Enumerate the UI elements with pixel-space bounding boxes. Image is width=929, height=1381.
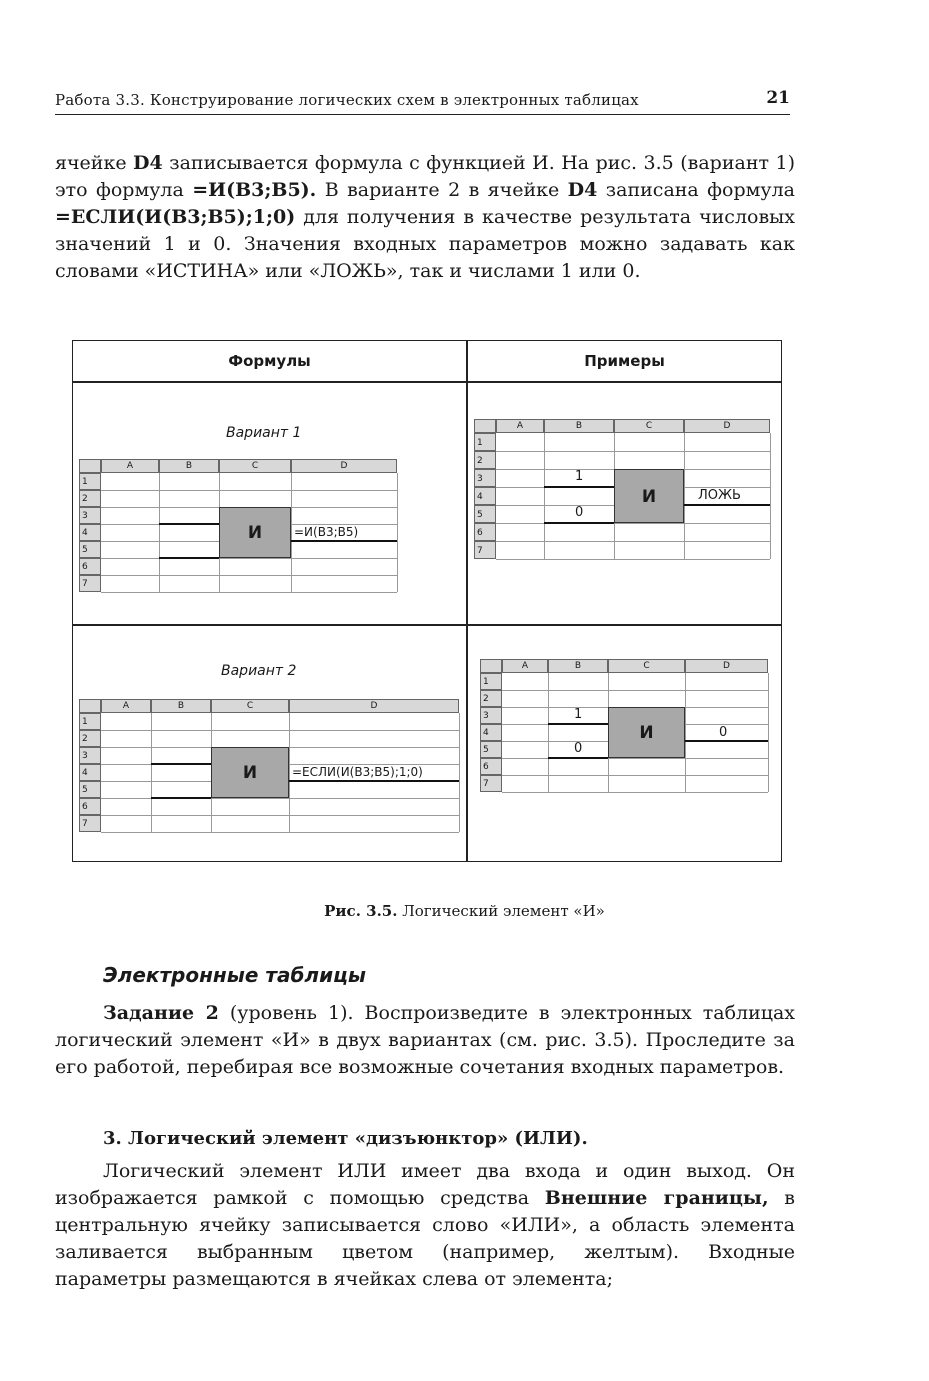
spreadsheet-variant2 bbox=[79, 699, 463, 837]
bold-run: D4 bbox=[567, 179, 598, 201]
and-gate: И bbox=[219, 507, 291, 558]
row-header-1: 1 bbox=[474, 433, 496, 451]
grid-line bbox=[496, 523, 770, 524]
and-gate: И bbox=[211, 747, 289, 798]
grid-line bbox=[548, 673, 549, 792]
input-wire bbox=[151, 797, 211, 799]
input-value-b3: 1 bbox=[575, 469, 584, 484]
row-header-3: 3 bbox=[79, 747, 101, 764]
row-header-6: 6 bbox=[474, 523, 496, 541]
column-header-b: B bbox=[544, 419, 614, 433]
variant1-label: Вариант 1 bbox=[226, 425, 302, 441]
input-value-b3: 1 bbox=[574, 707, 583, 722]
grid-line bbox=[459, 713, 460, 832]
bold-run: D4 bbox=[133, 152, 163, 174]
column-header-d: D bbox=[291, 459, 397, 473]
header-title: Работа 3.3. Конструирование логических схем в электронных таблицах bbox=[55, 91, 639, 109]
input-value-b5: 0 bbox=[575, 505, 584, 520]
row-header-2: 2 bbox=[480, 690, 502, 707]
paragraph-or-gate bbox=[55, 1158, 795, 1293]
grid-line bbox=[159, 473, 160, 592]
grid-line bbox=[685, 673, 686, 792]
spreadsheet-variant1 bbox=[79, 459, 401, 605]
grid-line bbox=[291, 473, 292, 592]
input-wire bbox=[151, 763, 211, 765]
grid-line bbox=[496, 559, 770, 560]
row-header-4: 4 bbox=[79, 524, 101, 541]
section-title: Электронные таблицы bbox=[103, 963, 366, 987]
input-wire bbox=[544, 486, 614, 488]
row-header-1: 1 bbox=[79, 713, 101, 730]
grid-line bbox=[684, 433, 685, 559]
column-header-a: A bbox=[496, 419, 544, 433]
grid-line bbox=[770, 433, 771, 559]
row-header-2: 2 bbox=[79, 490, 101, 507]
corner-cell bbox=[474, 419, 496, 433]
corner-cell bbox=[79, 459, 101, 473]
column-header-c: C bbox=[219, 459, 291, 473]
figure-divider-vertical bbox=[466, 341, 468, 861]
text-run: ячейке bbox=[55, 152, 134, 174]
and-gate: И bbox=[608, 707, 685, 758]
column-header-examples: Примеры bbox=[584, 352, 665, 370]
row-header-4: 4 bbox=[474, 487, 496, 505]
column-header-a: A bbox=[502, 659, 548, 673]
input-wire bbox=[159, 557, 219, 559]
output-value-d4: ЛОЖЬ bbox=[698, 488, 741, 503]
column-header-b: B bbox=[548, 659, 608, 673]
row-header-5: 5 bbox=[474, 505, 496, 523]
figure-divider-header bbox=[73, 381, 781, 383]
input-wire bbox=[548, 757, 608, 759]
grid-line bbox=[101, 815, 459, 816]
output-wire bbox=[291, 540, 397, 542]
input-wire bbox=[548, 723, 608, 725]
row-header-7: 7 bbox=[79, 815, 101, 832]
grid-line bbox=[502, 792, 768, 793]
row-header-6: 6 bbox=[79, 558, 101, 575]
text-run: в центральную ячейку записывается слово «ИЛИ», а область элемента заливается выбранным цветом (например, желтым). Входные параметры размещаются в ячейках слева от элемента; bbox=[55, 1187, 795, 1290]
row-header-6: 6 bbox=[480, 758, 502, 775]
bold-run: Задание 2 bbox=[103, 1002, 219, 1024]
column-header-c: C bbox=[211, 699, 289, 713]
column-header-a: A bbox=[101, 699, 151, 713]
output-value-d4: 0 bbox=[719, 725, 728, 740]
grid-line bbox=[151, 713, 152, 832]
output-value-d4: =И(B3;B5) bbox=[294, 525, 359, 539]
grid-line bbox=[768, 673, 769, 792]
variant2-label: Вариант 2 bbox=[221, 663, 297, 679]
output-value-d4: =ЕСЛИ(И(B3;B5);1;0) bbox=[292, 765, 423, 779]
grid-line bbox=[544, 433, 545, 559]
text-run: В варианте 2 в ячейке bbox=[316, 179, 568, 201]
row-header-1: 1 bbox=[79, 473, 101, 490]
row-header-5: 5 bbox=[480, 741, 502, 758]
column-header-a: A bbox=[101, 459, 159, 473]
column-header-c: C bbox=[608, 659, 685, 673]
grid-line bbox=[502, 775, 768, 776]
output-wire bbox=[685, 740, 768, 742]
row-header-4: 4 bbox=[480, 724, 502, 741]
grid-line bbox=[101, 575, 397, 576]
grid-line bbox=[502, 758, 768, 759]
row-header-1: 1 bbox=[480, 673, 502, 690]
row-header-7: 7 bbox=[79, 575, 101, 592]
grid-line bbox=[289, 713, 290, 832]
running-header bbox=[55, 88, 790, 115]
grid-line bbox=[502, 690, 768, 691]
column-header-formulas: Формулы bbox=[228, 352, 311, 370]
row-header-4: 4 bbox=[79, 764, 101, 781]
figure-divider-middle bbox=[73, 624, 781, 626]
figure-caption bbox=[0, 902, 929, 920]
bold-run: =ЕСЛИ(И(B3;B5);1;0) bbox=[55, 206, 296, 228]
column-header-d: D bbox=[685, 659, 768, 673]
row-header-2: 2 bbox=[474, 451, 496, 469]
figure-and-gate bbox=[72, 340, 782, 862]
grid-line bbox=[101, 490, 397, 491]
bold-run: =И(B3;B5). bbox=[192, 179, 317, 201]
row-header-5: 5 bbox=[79, 541, 101, 558]
spreadsheet-example1 bbox=[474, 419, 775, 563]
row-header-3: 3 bbox=[474, 469, 496, 487]
text-run: (уровень 1). Воспроизведите в электронных таблицах логический элемент «И» в двух вариантах (см. рис. 3.5). Проследите за его работой, перебирая все возможные сочетания входных параметров. bbox=[55, 1002, 795, 1078]
row-header-5: 5 bbox=[79, 781, 101, 798]
corner-cell bbox=[480, 659, 502, 673]
grid-line bbox=[397, 473, 398, 592]
column-header-d: D bbox=[684, 419, 770, 433]
input-wire bbox=[159, 523, 219, 525]
row-header-3: 3 bbox=[480, 707, 502, 724]
input-wire bbox=[544, 522, 614, 524]
and-gate: И bbox=[614, 469, 684, 523]
column-header-b: B bbox=[151, 699, 211, 713]
grid-line bbox=[101, 832, 459, 833]
text-run: Логический элемент ИЛИ имеет два входа и один выход. Он изображается рамкой с помощью средства bbox=[55, 1160, 795, 1209]
corner-cell bbox=[79, 699, 101, 713]
row-header-7: 7 bbox=[474, 541, 496, 559]
row-header-7: 7 bbox=[480, 775, 502, 792]
row-header-2: 2 bbox=[79, 730, 101, 747]
output-wire bbox=[289, 780, 459, 782]
page-number: 21 bbox=[766, 88, 790, 108]
text-run: для получения в качестве результата числовых значений 1 и 0. Значения входных параметров можно задавать как словами «ИСТИНА» или «ЛОЖЬ», так и числами 1 или 0. bbox=[55, 206, 795, 282]
subsection-title: 3. Логический элемент «дизъюнктор» (ИЛИ). bbox=[103, 1128, 588, 1149]
spreadsheet-example2 bbox=[480, 659, 773, 799]
column-header-d: D bbox=[289, 699, 459, 713]
grid-line bbox=[496, 541, 770, 542]
paragraph-intro bbox=[55, 150, 795, 285]
caption-label: Рис. 3.5. bbox=[324, 902, 398, 920]
caption-text: Логический элемент «И» bbox=[397, 902, 605, 920]
column-header-b: B bbox=[159, 459, 219, 473]
grid-line bbox=[101, 730, 459, 731]
row-header-3: 3 bbox=[79, 507, 101, 524]
output-wire bbox=[684, 504, 770, 506]
input-value-b5: 0 bbox=[574, 741, 583, 756]
text-run: записывается формула с функцией И. На рис. 3.5 (вариант 1) это формула bbox=[55, 152, 795, 201]
row-header-6: 6 bbox=[79, 798, 101, 815]
text-run: записана формула bbox=[597, 179, 795, 201]
grid-line bbox=[101, 592, 397, 593]
grid-line bbox=[496, 451, 770, 452]
column-header-c: C bbox=[614, 419, 684, 433]
bold-run: Внешние границы, bbox=[544, 1187, 769, 1209]
paragraph-task bbox=[55, 1000, 795, 1081]
